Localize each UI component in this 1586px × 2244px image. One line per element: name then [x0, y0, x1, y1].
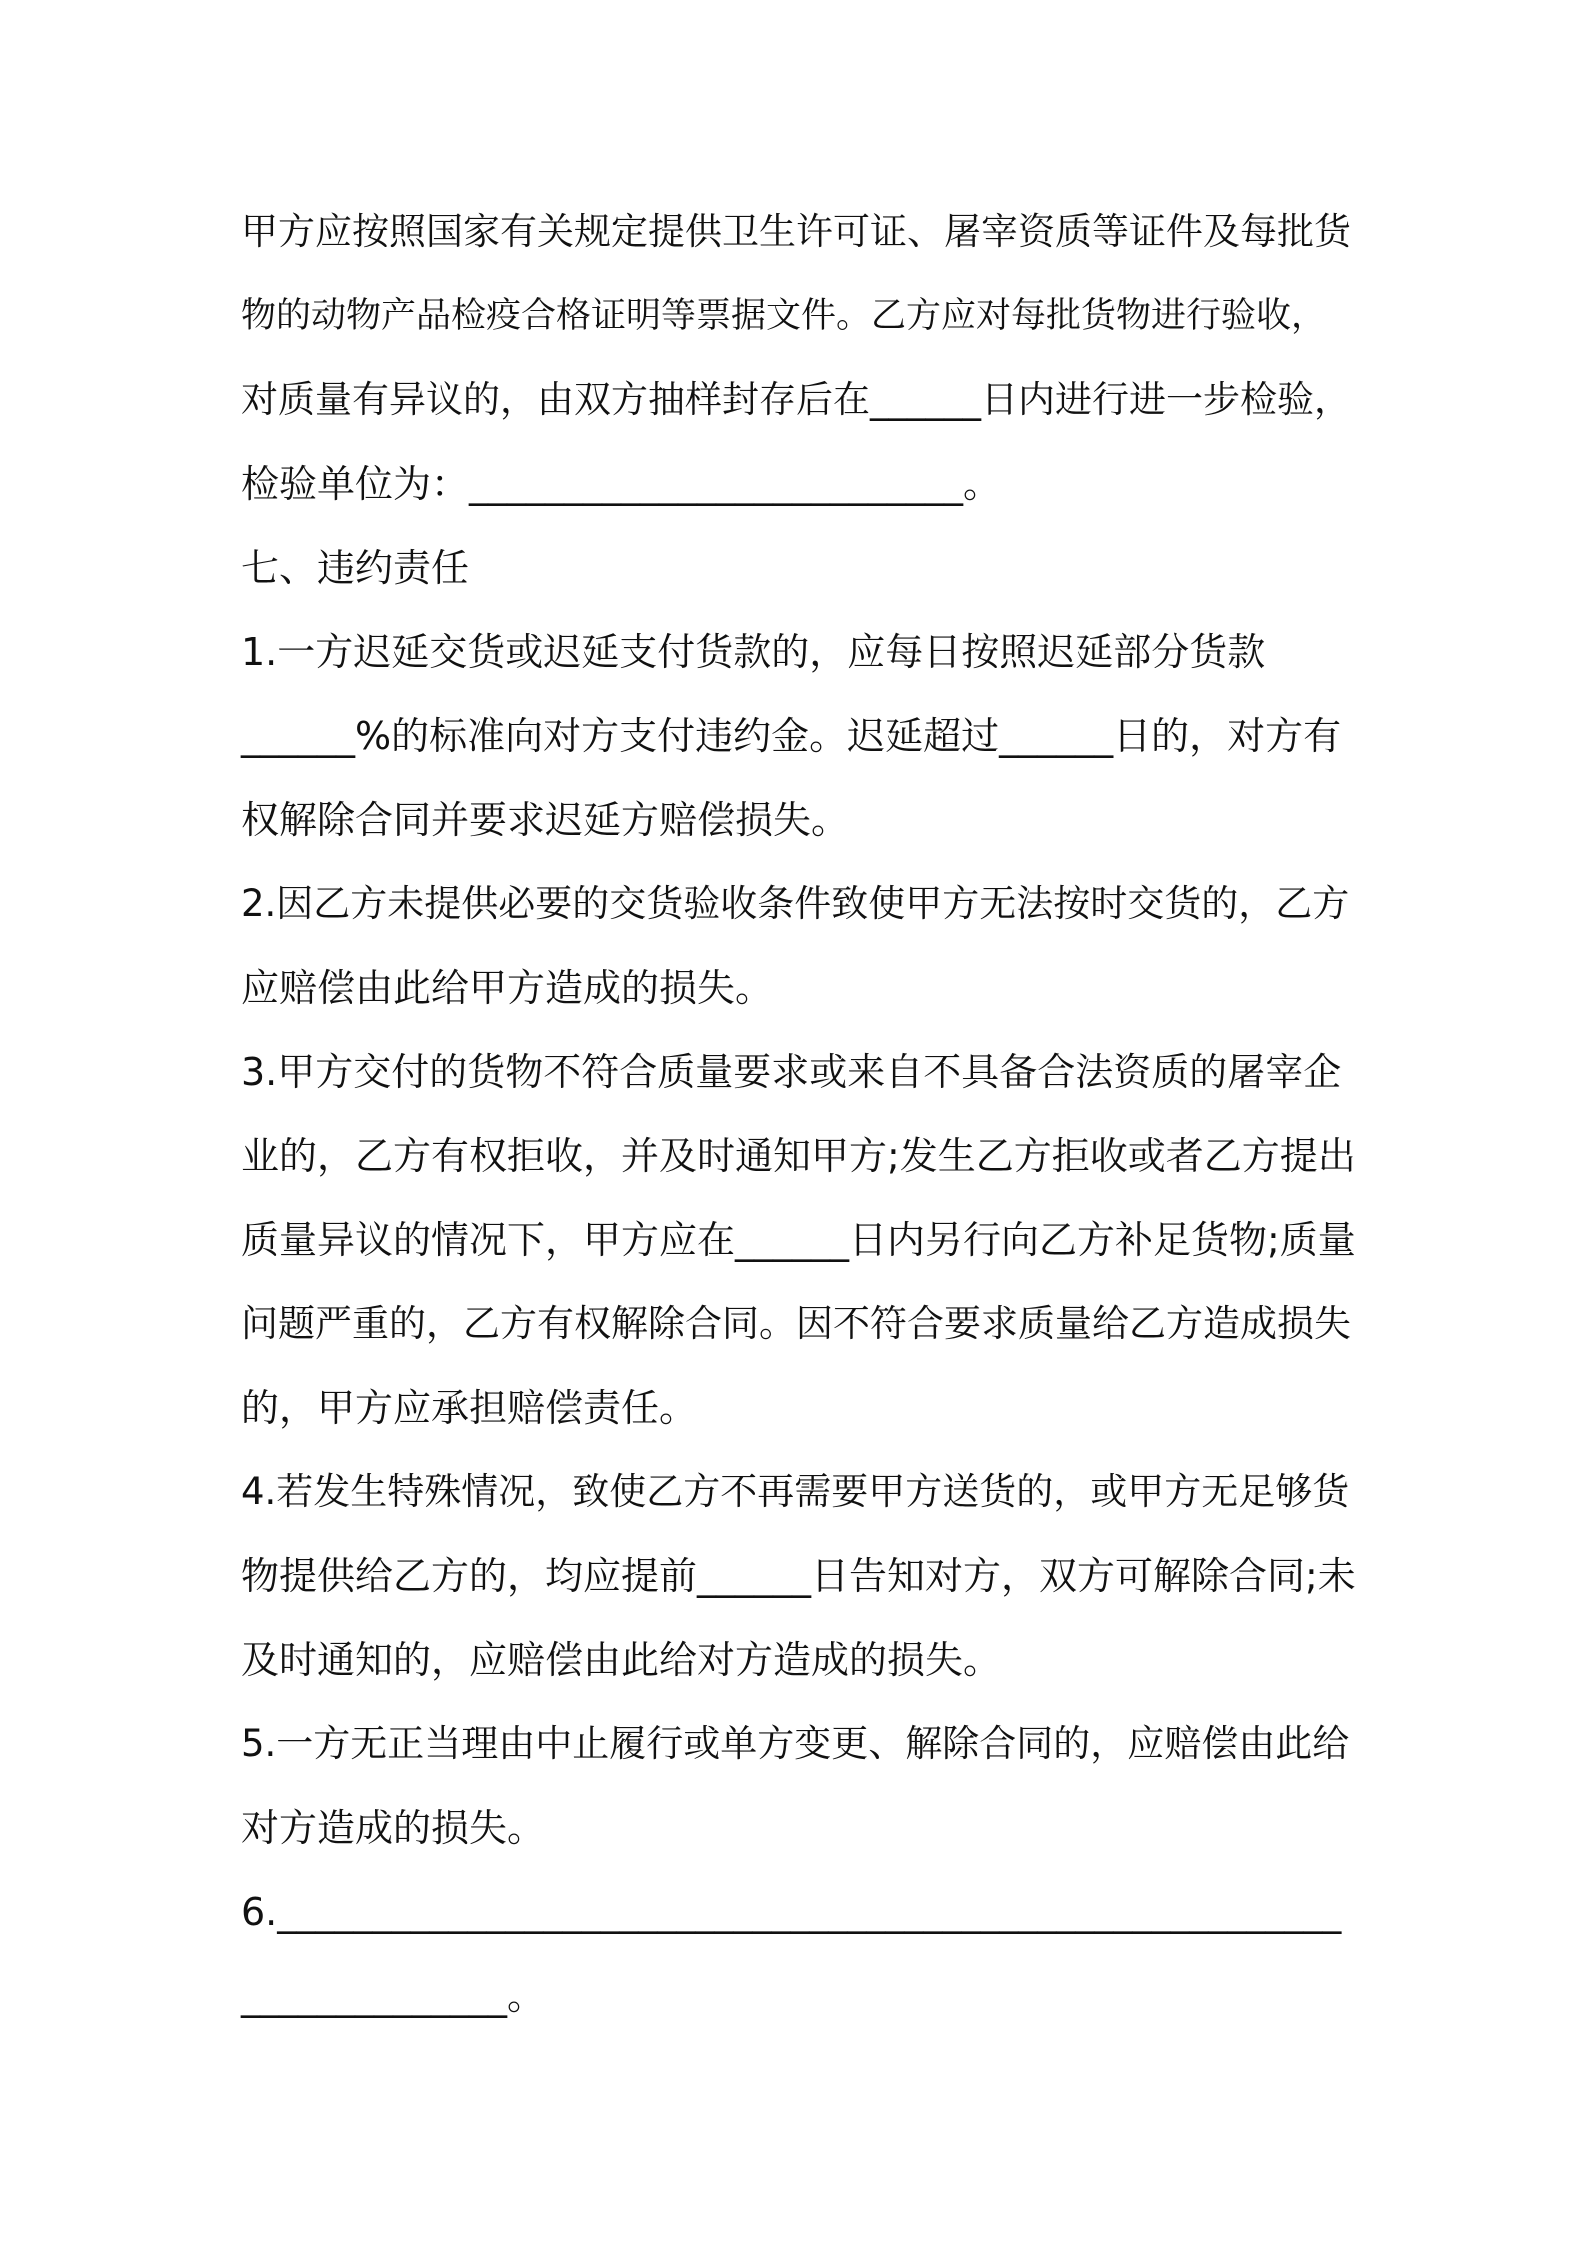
text-line: 6.________________________________________________________ — [241, 1890, 1342, 1934]
text-line: 物提供给乙方的，均应提前______日告知对方，双方可解除合同;未 — [241, 1554, 1356, 1598]
text-line: 甲方应按照国家有关规定提供卫生许可证、屠宰资质等证件及每批货 — [241, 210, 1351, 253]
text-line: 检验单位为：__________________________。 — [241, 462, 1002, 506]
text-line: 对方造成的损失。 — [241, 1806, 546, 1850]
text-line: 应赔偿由此给甲方造成的损失。 — [241, 966, 774, 1010]
text-line: 权解除合同并要求迟延方赔偿损失。 — [241, 798, 850, 842]
text-line: 物的动物产品检疫合格证明等票据文件。乙方应对每批货物进行验收， — [241, 296, 1327, 336]
section-heading: 七、违约责任 — [241, 546, 470, 590]
text-line: 3.甲方交付的货物不符合质量要求或来自不具备合法资质的屠宰企 — [241, 1050, 1342, 1094]
text-line: ______%的标准向对方支付违约金。迟延超过______日的，对方有 — [241, 714, 1342, 758]
text-line: 对质量有异议的，由双方抽样封存后在______日内进行进一步检验， — [241, 378, 1351, 421]
text-line: 的，甲方应承担赔偿责任。 — [241, 1386, 698, 1430]
text-line: 4.若发生特殊情况，致使乙方不再需要甲方送货的，或甲方无足够货 — [241, 1470, 1350, 1513]
contract-page — [241, 190, 1356, 2038]
text-line: 质量异议的情况下，甲方应在______日内另行向乙方补足货物;质量 — [241, 1218, 1356, 1262]
text-line: 5.一方无正当理由中止履行或单方变更、解除合同的，应赔偿由此给 — [241, 1722, 1350, 1765]
text-line: 问题严重的，乙方有权解除合同。因不符合要求质量给乙方造成损失 — [241, 1302, 1351, 1345]
text-line: ______________。 — [241, 1974, 546, 2018]
text-line: 业的，乙方有权拒收，并及时通知甲方;发生乙方拒收或者乙方提出 — [241, 1134, 1356, 1178]
text-line: 2.因乙方未提供必要的交货验收条件致使甲方无法按时交货的，乙方 — [241, 882, 1350, 925]
text-line: 1.一方迟延交货或迟延支付货款的，应每日按照迟延部分货款 — [241, 630, 1266, 674]
text-line: 及时通知的，应赔偿由此给对方造成的损失。 — [241, 1638, 1002, 1682]
